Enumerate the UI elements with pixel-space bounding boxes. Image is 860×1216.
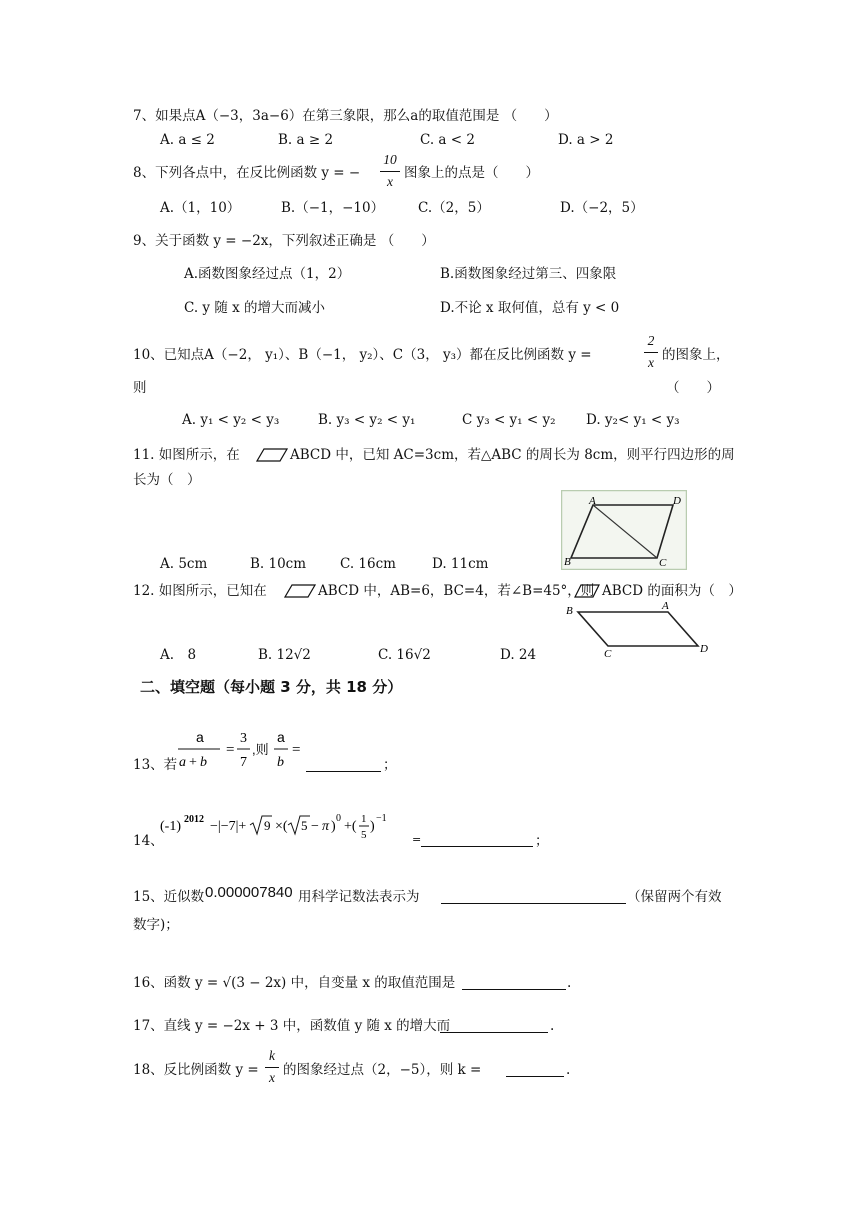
q10-stem-b: 的图象上， xyxy=(662,347,730,363)
q11-option-b: B. 10cm xyxy=(250,556,307,572)
q15-number: 0.000007840 xyxy=(205,884,293,901)
q18-frac-bar xyxy=(265,1067,279,1068)
q10-frac-den: x xyxy=(648,355,654,370)
q11-label-d: D xyxy=(673,495,681,507)
q15-text-c: （保留两个有效 xyxy=(627,889,722,905)
svg-text:a: a xyxy=(277,729,285,745)
q18-text-b: 的图象经过点（2，−5），则 k = xyxy=(283,1062,482,1078)
q18-answer-blank[interactable] xyxy=(506,1076,564,1077)
q10-stem-a: 10、已知点A（−2， y₁）、B（−1， y₂）、C（3， y₃）都在反比例函数 y = xyxy=(133,347,592,363)
svg-text:+: + xyxy=(189,755,197,770)
svg-text:5: 5 xyxy=(361,829,367,841)
svg-text:3: 3 xyxy=(240,731,247,746)
q12-stem-b: ABCD 中，AB=6，BC=4，若∠B=45°，则 xyxy=(318,583,595,599)
q18-frac-num: k xyxy=(269,1048,275,1063)
q16-end: . xyxy=(567,975,572,991)
q10-option-b: B. y₃ < y₂ < y₁ xyxy=(318,412,416,428)
svg-text:−|−7|+: −|−7|+ xyxy=(210,819,247,834)
q13-prefix: 13、若 xyxy=(133,757,178,773)
q12-label-d: D xyxy=(700,643,708,655)
q11-option-c: C. 16cm xyxy=(340,556,396,572)
q12-option-c: C. 16√2 xyxy=(378,647,431,663)
q8-stem-a: 8、下列各点中，在反比例函数 y = − xyxy=(133,165,361,181)
q10-frac-bar xyxy=(644,352,658,353)
q7-option-d: D. a > 2 xyxy=(558,132,614,148)
q10-stem-c: 则 xyxy=(133,380,147,396)
q16-text: 16、函数 y = √(3 − 2x) 中，自变量 x 的取值范围是 xyxy=(133,975,456,991)
svg-text:×(: ×( xyxy=(275,819,288,834)
q12-option-d: D. 24 xyxy=(500,647,537,663)
svg-text:): ) xyxy=(370,819,375,834)
q10-option-a: A. y₁ < y₂ < y₃ xyxy=(182,412,280,428)
q11-parallelogram-figure xyxy=(561,490,687,570)
q14-end: ； xyxy=(535,833,549,849)
svg-text:2012: 2012 xyxy=(184,814,204,825)
q9-option-c: C. y 随 x 的增大而减小 xyxy=(184,300,326,316)
q12-option-b: B. 12√2 xyxy=(258,647,311,663)
svg-text:−: − xyxy=(311,819,319,834)
q8-frac-num: 10 xyxy=(383,152,397,167)
q9-stem: 9、关于函数 y = −2x，下列叙述正确是 （ ） xyxy=(133,233,435,249)
section2-heading: 二、填空题（每小题 3 分，共 18 分） xyxy=(140,678,403,696)
q10-option-c: C y₃ < y₁ < y₂ xyxy=(462,412,556,428)
q9-option-b: B.函数图象经过第三、四象限 xyxy=(440,266,617,282)
q13-answer-blank[interactable] xyxy=(306,771,381,772)
q12-label-a: A xyxy=(662,600,669,612)
svg-text:7: 7 xyxy=(240,755,247,770)
q12-label-c: C xyxy=(604,648,612,658)
svg-text:a: a xyxy=(196,729,204,745)
q15-text-a: 15、近似数 xyxy=(133,889,205,905)
q8-option-b: B.（−1，−10） xyxy=(281,200,385,216)
q12-stem-c: ABCD 的面积为（ ） xyxy=(602,583,742,599)
q7-option-b: B. a ≥ 2 xyxy=(278,132,334,148)
q15-text-b: 用科学记数法表示为 xyxy=(298,889,420,905)
q14-answer-blank[interactable] xyxy=(421,846,533,847)
svg-text:0: 0 xyxy=(336,813,341,824)
svg-text:1: 1 xyxy=(361,813,367,825)
parallelogram-icon xyxy=(574,584,600,598)
svg-text:): ) xyxy=(331,819,336,834)
q8-frac-bar xyxy=(380,171,400,172)
q12-label-b: B xyxy=(566,605,573,617)
q8-option-a: A.（1，10） xyxy=(160,200,241,216)
svg-text:=: = xyxy=(226,742,235,758)
q18-text-a: 18、反比例函数 y = xyxy=(133,1062,259,1078)
svg-text:,则: ,则 xyxy=(252,742,269,757)
q15-text-d: 数字)； xyxy=(133,917,179,933)
svg-text:π: π xyxy=(322,819,330,834)
q11-label-a: A xyxy=(589,495,596,507)
q17-end: . xyxy=(550,1018,555,1034)
q12-option-a: A. 8 xyxy=(160,647,197,663)
q17-answer-blank[interactable] xyxy=(440,1032,548,1033)
q15-answer-blank[interactable] xyxy=(441,903,626,904)
q8-option-d: D.（−2，5） xyxy=(560,200,644,216)
q14-equals: = xyxy=(412,833,422,846)
q12-stem-a: 12. 如图所示，已知在 xyxy=(133,583,267,599)
q11-option-d: D. 11cm xyxy=(432,556,489,572)
parallelogram-icon xyxy=(284,584,316,598)
svg-text:b: b xyxy=(277,755,284,770)
q11-stem-a: 11. 如图所示，在 xyxy=(133,447,240,463)
q7-option-c: C. a < 2 xyxy=(420,132,475,148)
q13-end: ； xyxy=(383,757,397,773)
q17-text: 17、直线 y = −2x + 3 中，函数值 y 随 x 的增大而 xyxy=(133,1018,451,1034)
svg-text:(-1): (-1) xyxy=(160,819,181,834)
q10-option-d: D. y₂< y₁ < y₃ xyxy=(586,412,680,428)
q14-expression xyxy=(158,808,410,848)
q9-option-d: D.不论 x 取何值，总有 y < 0 xyxy=(440,300,620,316)
q8-option-c: C.（2，5） xyxy=(418,200,490,216)
q7-option-a: A. a ≤ 2 xyxy=(160,132,215,148)
q14-prefix: 14、 xyxy=(133,833,164,849)
parallelogram-icon xyxy=(256,448,288,462)
q11-label-c: C xyxy=(659,557,667,569)
q7-stem: 7、如果点A（−3，3a−6）在第三象限，那么a的取值范围是 （ ） xyxy=(133,108,558,124)
svg-text:−1: −1 xyxy=(376,813,387,824)
q10-answer-paren: （ ） xyxy=(666,380,720,396)
q11-label-b: B xyxy=(564,556,571,568)
q8-frac-den: x xyxy=(387,174,393,189)
svg-text:+(: +( xyxy=(344,819,357,834)
q11-stem-b: ABCD 中，已知 AC=3cm，若△ABC 的周长为 8cm，则平行四边形的周 xyxy=(290,447,735,463)
q11-stem-c: 长为（ ） xyxy=(133,472,201,488)
svg-text:9: 9 xyxy=(264,818,271,833)
q10-frac-num: 2 xyxy=(647,333,655,348)
q11-option-a: A. 5cm xyxy=(160,556,208,572)
q9-option-a: A.函数图象经过点（1，2） xyxy=(184,266,351,282)
q13-expression xyxy=(176,726,304,776)
q18-end: . xyxy=(566,1062,571,1078)
q16-answer-blank[interactable] xyxy=(462,989,566,990)
svg-text:a: a xyxy=(179,755,186,770)
q12-parallelogram-figure xyxy=(562,600,714,658)
svg-text:b: b xyxy=(200,755,207,770)
svg-text:=: = xyxy=(292,742,301,758)
q8-stem-b: 图象上的点是（ ） xyxy=(404,165,539,181)
svg-text:5: 5 xyxy=(301,818,308,833)
q18-frac-den: x xyxy=(269,1070,275,1085)
